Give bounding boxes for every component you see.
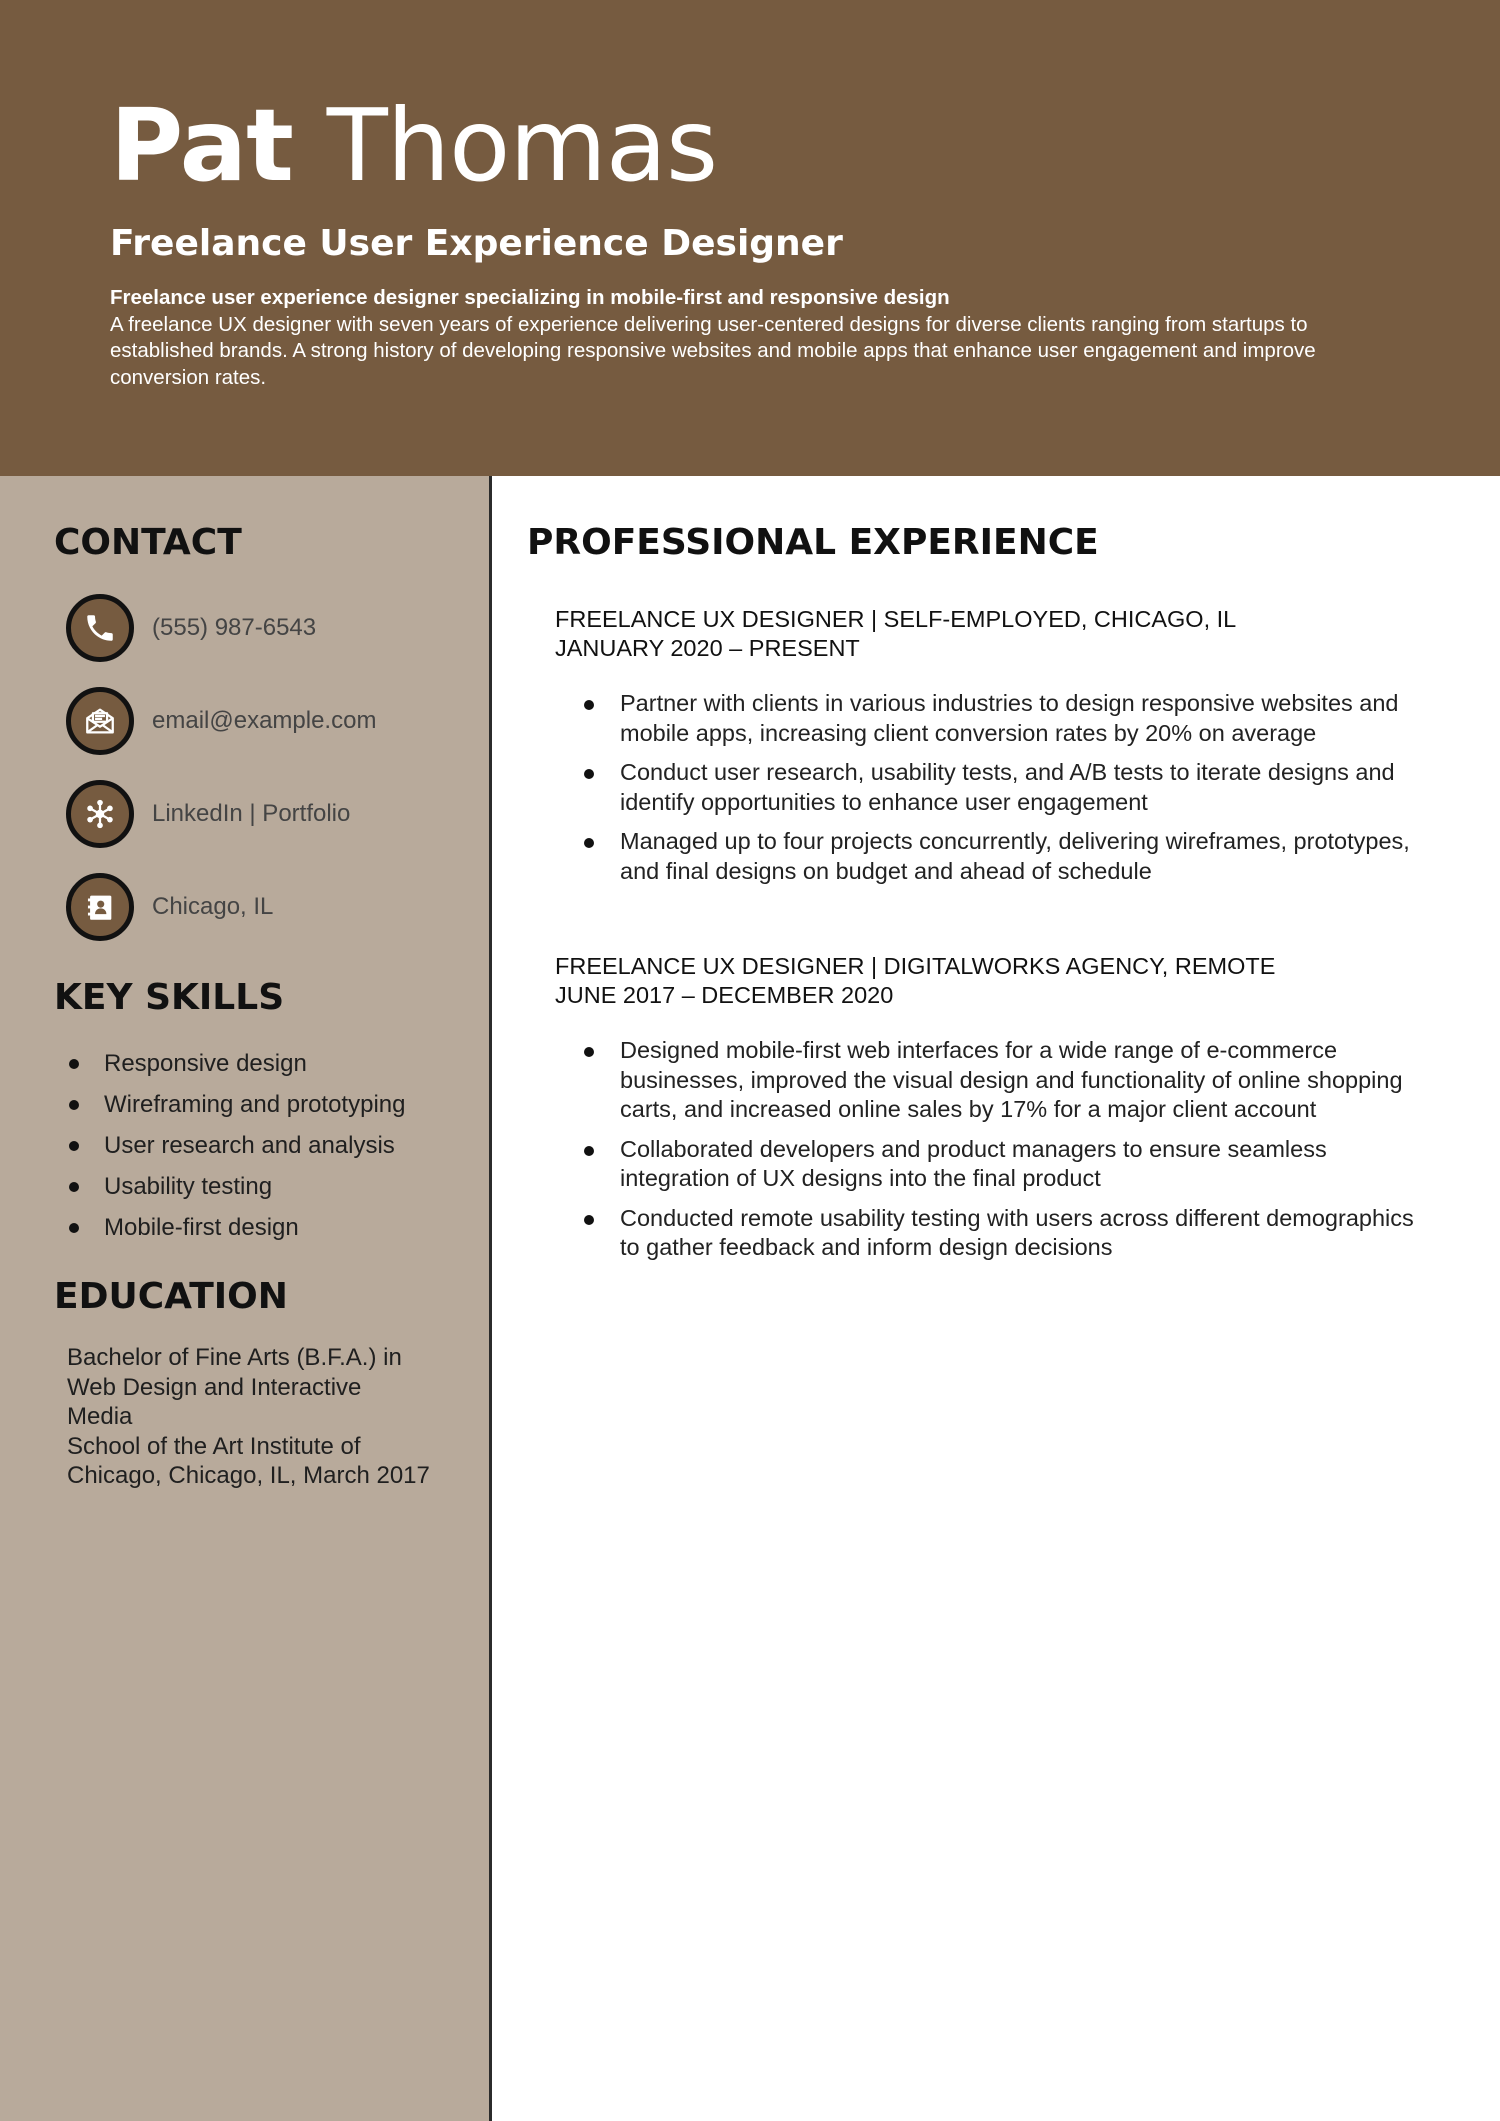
first-name: Pat <box>110 87 293 204</box>
job-entry <box>555 605 1415 896</box>
summary <box>110 285 1400 391</box>
job-bullets <box>555 689 1415 886</box>
job-title: Freelance User Experience Designer <box>110 223 843 264</box>
job-title-line: FREELANCE UX DESIGNER | DIGITALWORKS AGENCY, REMOTE <box>555 953 1276 979</box>
education-heading: EDUCATION <box>54 1276 288 1317</box>
skill-item: Usability testing <box>66 1166 476 1207</box>
education-line: Media <box>67 1403 133 1430</box>
contact-location <box>66 871 476 943</box>
contact-phone <box>66 592 476 664</box>
network-icon <box>66 780 134 848</box>
email-text: email@example.com <box>152 707 377 734</box>
location-text: Chicago, IL <box>152 893 274 920</box>
job-bullet: Designed mobile-first web interfaces for a wide range of e-commerce businesses, improved the visual design and functionality of online shopping carts, and increased online sales by 17% for a major client account <box>555 1036 1415 1125</box>
education-line: Web Design and Interactive <box>67 1373 362 1401</box>
job-entry <box>555 952 1415 1273</box>
contact-email <box>66 685 476 757</box>
education-line: Chicago, Chicago, IL, March 2017 <box>67 1462 430 1489</box>
job-bullets <box>555 1036 1415 1263</box>
job-title-line: FREELANCE UX DESIGNER | SELF-EMPLOYED, CHICAGO, IL <box>555 606 1237 632</box>
column-divider <box>489 476 492 2121</box>
skill-item: Wireframing and prototyping <box>66 1084 476 1125</box>
contact-heading: CONTACT <box>54 522 242 563</box>
skill-item: Mobile-first design <box>66 1207 476 1248</box>
job-bullet: Conducted remote usability testing with users across different demographics to gather feedback and inform design decisions <box>555 1204 1415 1263</box>
skill-item: User research and analysis <box>66 1125 476 1166</box>
experience-heading: PROFESSIONAL EXPERIENCE <box>527 522 1099 563</box>
skills-list <box>66 1043 476 1248</box>
education-line: Bachelor of Fine Arts (B.F.A.) in <box>67 1344 402 1371</box>
job-bullet: Managed up to four projects concurrently, delivering wireframes, prototypes, and final designs on budget and ahead of schedule <box>555 827 1415 886</box>
job-bullet: Conduct user research, usability tests, and A/B tests to iterate designs and identify opportunities to enhance user engagement <box>555 758 1415 817</box>
contact-links <box>66 778 476 850</box>
envelope-icon <box>66 687 134 755</box>
address-book-icon <box>66 873 134 941</box>
job-dates: JUNE 2017 – DECEMBER 2020 <box>555 982 894 1008</box>
education-line: School of the Art Institute of <box>67 1432 361 1460</box>
links-text: LinkedIn | Portfolio <box>152 800 351 827</box>
summary-lead: Freelance user experience designer specializing in mobile-first and responsive design <box>110 286 950 309</box>
job-bullet: Collaborated developers and product managers to ensure seamless integration of UX designs into the final product <box>555 1135 1415 1194</box>
last-name: Thomas <box>326 87 718 204</box>
summary-body: A freelance UX designer with seven years of experience delivering user-centered designs for diverse clients ranging from startups to established brands. A strong history of developing responsive websites and mobile apps that enhance user engagement and improve conversion rates. <box>110 312 1316 389</box>
education-details <box>67 1343 467 1491</box>
skills-heading: KEY SKILLS <box>54 977 285 1018</box>
phone-icon <box>66 594 134 662</box>
header-banner <box>0 0 1500 476</box>
job-dates: JANUARY 2020 – PRESENT <box>555 635 860 661</box>
skill-item: Responsive design <box>66 1043 476 1084</box>
phone-text: (555) 987-6543 <box>152 614 317 641</box>
candidate-name <box>110 86 717 206</box>
job-bullet: Partner with clients in various industries to design responsive websites and mobile apps, increasing client conversion rates by 20% on average <box>555 689 1415 748</box>
